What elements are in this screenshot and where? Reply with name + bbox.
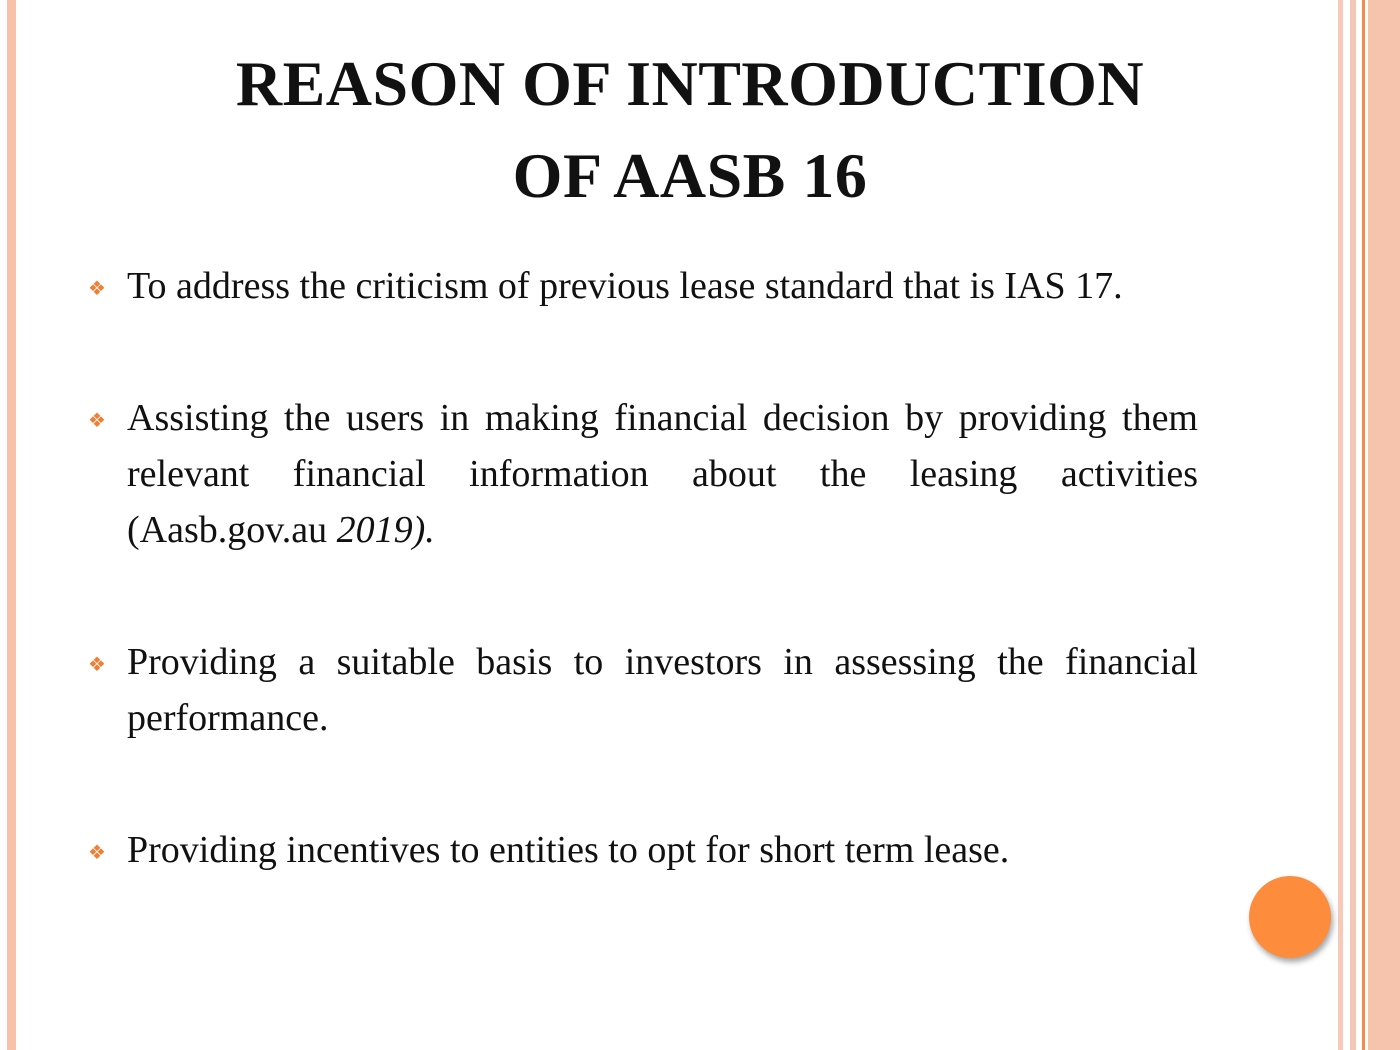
diamond-bullet-icon: ❖: [88, 654, 106, 676]
bullet-text: To address the criticism of previous lease standard that is IAS 17.: [127, 265, 1123, 307]
bullet-list: [88, 258, 1198, 954]
diamond-bullet-icon: ❖: [88, 842, 106, 864]
list-item: [88, 258, 1198, 314]
citation-year: 2019).: [336, 509, 435, 551]
title-line-2: OF AASB 16: [512, 140, 868, 211]
bullet-text: Providing a suitable basis to investors in assessing the financial performance.: [127, 641, 1198, 739]
list-item: [88, 390, 1198, 558]
list-item: [88, 822, 1198, 878]
decorative-orange-circle: [1249, 876, 1331, 958]
bullet-text: Providing incentives to entities to opt for short term lease.: [127, 829, 1010, 871]
right-border-band: [1368, 0, 1400, 1050]
right-border-line: [1362, 0, 1365, 1050]
slide-title: [40, 38, 1340, 222]
diamond-bullet-icon: ❖: [88, 410, 106, 432]
bullet-text: Assisting the users in making financial decision by providing them relevant financial information about the leasing activities (Aasb.gov.au: [127, 397, 1198, 551]
diamond-bullet-icon: ❖: [88, 278, 106, 300]
right-border-stripe: [1350, 0, 1356, 1050]
list-item: [88, 634, 1198, 746]
left-border-stripe: [7, 0, 16, 1050]
title-line-1: REASON OF INTRODUCTION: [235, 48, 1145, 119]
